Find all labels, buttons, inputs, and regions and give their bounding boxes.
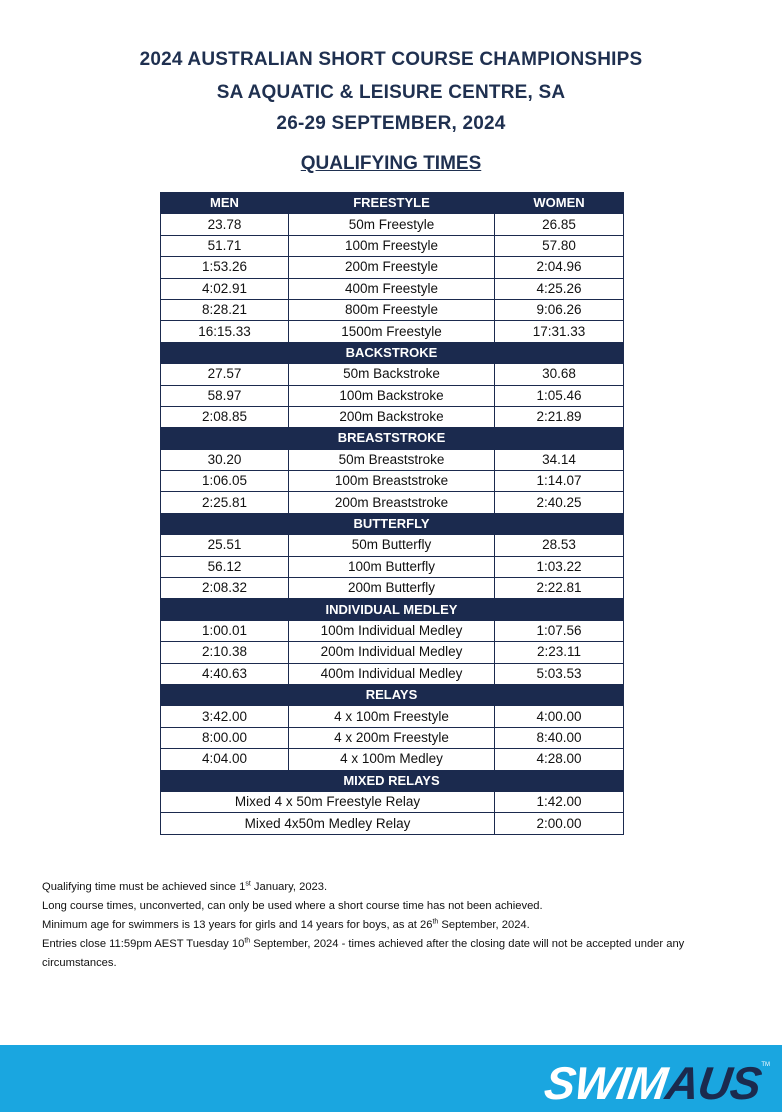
note-text: September, 2024 - times achieved after the closing date will not be accepted under any circumstances. — [42, 938, 685, 969]
table-row — [161, 706, 624, 727]
note-ordinal: st — [245, 880, 251, 888]
event-cell: 100m Individual Medley — [289, 620, 495, 641]
event-cell: 4 x 100m Medley — [289, 749, 495, 770]
event-cell: 100m Breaststroke — [289, 471, 495, 492]
women-time-cell: 30.68 — [495, 364, 624, 385]
championship-title: 2024 AUSTRALIAN SHORT COURSE CHAMPIONSHIPS — [139, 49, 643, 70]
logo-swim-text: SWIM — [541, 1057, 670, 1109]
note-line — [42, 916, 752, 935]
women-time-cell: 57.80 — [495, 235, 624, 256]
event-cell: 50m Backstroke — [289, 364, 495, 385]
men-time-cell: 3:42.00 — [161, 706, 289, 727]
women-time-cell: 26.85 — [495, 214, 624, 235]
qualifying-times-table — [160, 192, 624, 835]
event-cell: 200m Butterfly — [289, 578, 495, 599]
event-cell: 200m Backstroke — [289, 406, 495, 427]
men-time-cell: 56.12 — [161, 556, 289, 577]
women-time-cell: 4:00.00 — [495, 706, 624, 727]
table-row — [161, 235, 624, 256]
header-spacer — [161, 684, 289, 705]
table-row — [161, 642, 624, 663]
header-spacer — [495, 684, 624, 705]
note-ordinal: th — [432, 918, 439, 926]
men-time-cell: 1:00.01 — [161, 620, 289, 641]
note-text: Minimum age for swimmers is 13 years for girls and 14 years for boys, as at 26 — [42, 919, 433, 931]
header-spacer — [161, 428, 289, 449]
swimaus-logo — [541, 1056, 764, 1110]
men-time-cell: 2:08.85 — [161, 406, 289, 427]
men-time-cell: 23.78 — [161, 214, 289, 235]
table-row — [161, 449, 624, 470]
header-spacer — [161, 342, 289, 363]
section-header: INDIVIDUAL MEDLEY — [289, 599, 495, 620]
event-cell: 4 x 200m Freestyle — [289, 727, 495, 748]
note-text: Entries close 11:59pm AEST Tuesday 10 — [42, 938, 245, 950]
event-cell: 200m Individual Medley — [289, 642, 495, 663]
event-cell: 400m Individual Medley — [289, 663, 495, 684]
table-row — [161, 278, 624, 299]
section-header-row — [161, 193, 624, 214]
section-header: RELAYS — [289, 684, 495, 705]
men-time-cell: 2:25.81 — [161, 492, 289, 513]
notes-block — [42, 878, 752, 973]
trademark-mark: TM — [761, 1062, 770, 1068]
section-header: BUTTERFLY — [289, 513, 495, 534]
mixed-time-cell: 1:42.00 — [495, 791, 624, 812]
header-spacer — [495, 342, 624, 363]
section-header-row — [161, 684, 624, 705]
women-time-cell: 1:14.07 — [495, 471, 624, 492]
women-time-cell: 5:03.53 — [495, 663, 624, 684]
women-time-cell: 2:23.11 — [495, 642, 624, 663]
women-time-cell: 28.53 — [495, 535, 624, 556]
table-row — [161, 257, 624, 278]
men-time-cell: 8:28.21 — [161, 299, 289, 320]
event-cell: 100m Butterfly — [289, 556, 495, 577]
men-time-cell: 27.57 — [161, 364, 289, 385]
table-row — [161, 299, 624, 320]
venue-title: SA AQUATIC & LEISURE CENTRE, SA — [216, 82, 566, 103]
logo-aus-text: AUS — [662, 1057, 764, 1109]
men-column-header: MEN — [161, 193, 289, 214]
men-time-cell: 1:06.05 — [161, 471, 289, 492]
event-cell: 50m Breaststroke — [289, 449, 495, 470]
table-row — [161, 556, 624, 577]
women-time-cell: 4:25.26 — [495, 278, 624, 299]
event-cell: 1500m Freestyle — [289, 321, 495, 342]
men-time-cell: 4:40.63 — [161, 663, 289, 684]
women-time-cell: 2:40.25 — [495, 492, 624, 513]
men-time-cell: 25.51 — [161, 535, 289, 556]
women-column-header: WOMEN — [495, 193, 624, 214]
women-time-cell: 2:21.89 — [495, 406, 624, 427]
note-text: September, 2024. — [438, 919, 530, 931]
note-ordinal: th — [244, 937, 251, 945]
table-row — [161, 535, 624, 556]
section-header-row — [161, 513, 624, 534]
section-header: FREESTYLE — [289, 193, 495, 214]
event-cell: Mixed 4 x 50m Freestyle Relay — [161, 791, 495, 812]
men-time-cell: 58.97 — [161, 385, 289, 406]
women-time-cell: 17:31.33 — [495, 321, 624, 342]
men-time-cell: 16:15.33 — [161, 321, 289, 342]
men-time-cell: 4:02.91 — [161, 278, 289, 299]
women-time-cell: 8:40.00 — [495, 727, 624, 748]
event-cell: Mixed 4x50m Medley Relay — [161, 813, 495, 834]
event-cell: 800m Freestyle — [289, 299, 495, 320]
men-time-cell: 8:00.00 — [161, 727, 289, 748]
header-spacer — [161, 770, 289, 791]
section-header-row — [161, 428, 624, 449]
section-header: MIXED RELAYS — [289, 770, 495, 791]
table-row — [161, 578, 624, 599]
women-time-cell: 9:06.26 — [495, 299, 624, 320]
women-time-cell: 4:28.00 — [495, 749, 624, 770]
table-row — [161, 364, 624, 385]
women-time-cell: 2:04.96 — [495, 257, 624, 278]
event-cell: 200m Freestyle — [289, 257, 495, 278]
header-spacer — [495, 599, 624, 620]
event-cell: 50m Butterfly — [289, 535, 495, 556]
table-row — [161, 492, 624, 513]
header-spacer — [161, 599, 289, 620]
table-row — [161, 406, 624, 427]
table-row — [161, 727, 624, 748]
event-cell: 200m Breaststroke — [289, 492, 495, 513]
table-row — [161, 663, 624, 684]
note-line — [42, 935, 752, 973]
qualifying-times-heading: QUALIFYING TIMES — [300, 153, 482, 174]
women-time-cell: 1:07.56 — [495, 620, 624, 641]
note-text: Long course times, unconverted, can only be used where a short course time has not been achieved. — [42, 900, 543, 912]
date-title: 26-29 SEPTEMBER, 2024 — [276, 113, 506, 134]
header-spacer — [161, 513, 289, 534]
men-time-cell: 1:53.26 — [161, 257, 289, 278]
section-header: BACKSTROKE — [289, 342, 495, 363]
header-spacer — [495, 513, 624, 534]
note-line — [42, 897, 752, 916]
header-spacer — [495, 770, 624, 791]
table-row — [161, 791, 624, 812]
table-row — [161, 749, 624, 770]
women-time-cell: 1:05.46 — [495, 385, 624, 406]
table-row — [161, 385, 624, 406]
women-time-cell: 1:03.22 — [495, 556, 624, 577]
men-time-cell: 2:10.38 — [161, 642, 289, 663]
note-text: Qualifying time must be achieved since 1 — [42, 881, 246, 893]
event-cell: 400m Freestyle — [289, 278, 495, 299]
section-header: BREASTSTROKE — [289, 428, 495, 449]
table-row — [161, 471, 624, 492]
note-line — [42, 878, 752, 897]
men-time-cell: 4:04.00 — [161, 749, 289, 770]
section-header-row — [161, 342, 624, 363]
event-cell: 100m Freestyle — [289, 235, 495, 256]
event-cell: 50m Freestyle — [289, 214, 495, 235]
men-time-cell: 30.20 — [161, 449, 289, 470]
men-time-cell: 51.71 — [161, 235, 289, 256]
table-row — [161, 813, 624, 834]
note-text: January, 2023. — [250, 881, 328, 893]
section-header-row — [161, 770, 624, 791]
table-row — [161, 321, 624, 342]
women-time-cell: 2:22.81 — [495, 578, 624, 599]
header-spacer — [495, 428, 624, 449]
section-header-row — [161, 599, 624, 620]
men-time-cell: 2:08.32 — [161, 578, 289, 599]
event-cell: 100m Backstroke — [289, 385, 495, 406]
mixed-time-cell: 2:00.00 — [495, 813, 624, 834]
women-time-cell: 34.14 — [495, 449, 624, 470]
table-row — [161, 214, 624, 235]
event-cell: 4 x 100m Freestyle — [289, 706, 495, 727]
table-row — [161, 620, 624, 641]
